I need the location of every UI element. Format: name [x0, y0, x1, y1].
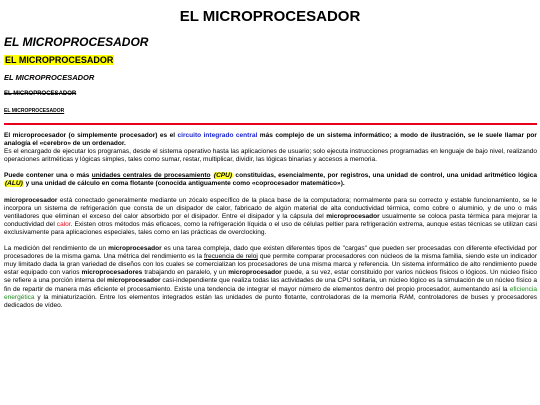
text: Es el encargado de ejecutar los programas, desde el sistema operativo hasta las aplicaciones de usuario; solo ejecuta instrucciones programadas en lenguaje de bajo nivel, realizando operaciones aritméticas y lógicas simples, tales como sumar, restar, multiplicar, dividir, las lógicas binarias y accesos a memoria.: [4, 148, 537, 164]
cpu-highlight: (CPU): [213, 172, 233, 180]
bold-term: microprocesador: [326, 212, 380, 220]
text: y la miniaturización. Entre los elementos integrados están las unidades de punto flotante, controladoras de la memoria RAM, controladores de buses y procesadores dedicados de vídeo.: [4, 293, 537, 309]
heading-strikethrough: EL MICROPROCESADOR: [4, 91, 77, 97]
heading-italic: EL MICROPROCESADOR: [4, 35, 149, 49]
bold-term: microprocesador: [107, 277, 161, 285]
text: . Existen otros métodos más eficaces, como la refrigeración líquida o el uso de células peltier para refrigeración extrema, aunque estas técnicas se utilizan casi exclusivamente para aplicaciones especiales, tales como en las prácticas de overclocking.: [4, 220, 537, 236]
bold-term: microprocesadores: [81, 269, 143, 277]
bold-term: microprocesador: [4, 196, 58, 204]
red-divider: [4, 123, 537, 125]
text: y una unidad de cálculo en coma flotante (conocida antiguamente como «coprocesador matemático»).: [23, 180, 345, 188]
text: puede, a su vez, estar constituido por varios núcleos físicos o lógicos. Un núcleo físico se refiere a una porción interna del: [4, 269, 537, 285]
bold-term: microprocesador: [228, 269, 282, 277]
paragraph-intro: [4, 132, 537, 164]
bold-term: microprocesador: [108, 245, 162, 253]
text: casi-independiente que realiza todas las actividades de una CPU solitaria, un núcleo lógico es la simulación de un núcleo físico a fin de repartir de manera más eficiente el procesamiento. Existe una tendencia de integrar el mayor número de elementos dentro del propio procesador, aumentando así la: [4, 277, 537, 293]
article-body: [4, 132, 537, 318]
link-cpu-units[interactable]: unidades centrales de procesamiento: [91, 172, 211, 180]
text: más complejo de un sistema informático; a modo de ilustración, se le suele llamar por analogía el «cerebro» de un ordenador.: [4, 132, 537, 148]
link-energy-efficiency[interactable]: eficiencia energética: [4, 285, 537, 301]
text: constituidas, esencialmente, por registros, una unidad de control, una unidad aritmético lógica: [233, 172, 537, 180]
page-title: EL MICROPROCESADOR: [179, 8, 361, 25]
heading-underlined: EL MICROPROCESADOR: [4, 108, 65, 114]
calor-word: calor: [56, 220, 71, 228]
alu-highlight: (ALU): [5, 180, 23, 188]
paragraph-cooling: [4, 197, 537, 237]
text: que permite comparar procesadores con núcleos de la misma familia, siendo este un indicador muy limitado dada la gran variedad de diseños con los cuales se comercializan los procesadores de una misma marca y referencia. Un sistema informático de alto rendimiento puede estar equipado con varios: [4, 253, 537, 277]
text: trabajando en paralelo, y un: [142, 269, 229, 277]
link-integrated-circuit[interactable]: circuito integrado central: [177, 132, 258, 139]
heading-highlighted: EL MICROPROCESADOR: [5, 55, 114, 65]
heading-small-italic: EL MICROPROCESADOR: [4, 73, 95, 82]
paragraph-performance: [4, 245, 537, 310]
paragraph-cpu: [4, 172, 537, 188]
text: está conectado generalmente mediante un zócalo específico de la placa base de la computadora; normalmente para su correcto y estable funcionamiento, se le incorpora un sistema de refrigeración que consta de un disipador de calor, fabricado de algún material de alta conductividad térmica, como cobre o aluminio, y de uno o más ventiladores que eliminan el exceso del calor absorbido por el disipador. Entre el disipador y la cápsula del: [4, 196, 537, 220]
text: usualmente se coloca pasta térmica para mejorar la conductividad del: [4, 212, 537, 228]
text: El microprocesador (o simplemente procesador) es el: [4, 132, 178, 139]
text: es una tarea compleja, dado que existen diferentes tipos de "cargas" que pueden ser procesadas con diferente efectividad por procesadores de la misma gama. Una métrica del rendimiento es la: [4, 245, 537, 261]
text: La medición del rendimiento de un: [4, 245, 109, 253]
text: Puede contener una o más: [4, 172, 92, 180]
link-clock-frequency[interactable]: frecuencia de reloj: [203, 253, 258, 261]
